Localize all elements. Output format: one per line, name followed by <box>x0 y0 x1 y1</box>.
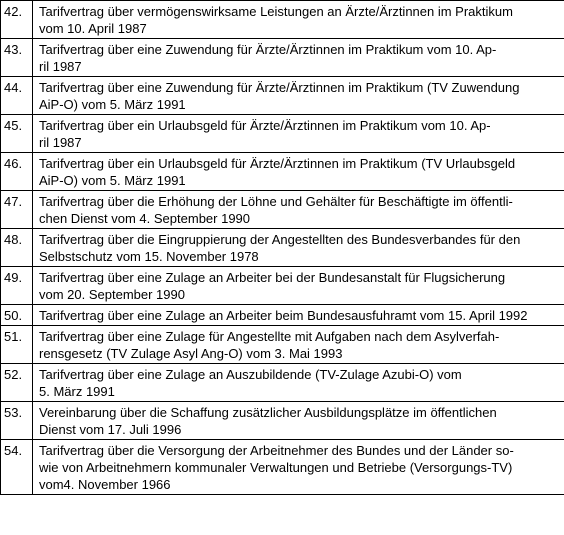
table-row <box>1 402 564 440</box>
agreement-title-line: ril 1987 <box>39 59 82 74</box>
agreement-title <box>33 326 564 364</box>
agreement-title-line: Tarifvertrag über eine Zulage an Auszubildende (TV-Zulage Azubi-O) vom <box>39 367 462 382</box>
row-number: 46. <box>1 153 33 191</box>
agreement-title-line: rensgesetz (TV Zulage Asyl Ang-O) vom 3. Mai 1993 <box>39 346 343 361</box>
agreement-title <box>33 305 564 326</box>
row-number: 49. <box>1 267 33 305</box>
table-row <box>1 229 564 267</box>
table-row <box>1 115 564 153</box>
agreement-title <box>33 402 564 440</box>
row-number: 48. <box>1 229 33 267</box>
agreement-title-line: Tarifvertrag über eine Zulage für Angestellte mit Aufgaben nach dem Asylverfah- <box>39 329 500 344</box>
agreement-title-line: 5. März 1991 <box>39 384 115 399</box>
agreement-title <box>33 440 564 495</box>
agreement-title-line: Vereinbarung über die Schaffung zusätzlicher Ausbildungsplätze im öffentlichen <box>39 405 497 420</box>
row-number: 54. <box>1 440 33 495</box>
agreement-title-line: AiP-O) vom 5. März 1991 <box>39 173 186 188</box>
table-row <box>1 39 564 77</box>
row-number: 51. <box>1 326 33 364</box>
row-number: 47. <box>1 191 33 229</box>
agreement-title-line: AiP-O) vom 5. März 1991 <box>39 97 186 112</box>
agreement-title <box>33 153 564 191</box>
agreement-title-line: Tarifvertrag über vermögenswirksame Leistungen an Ärzte/Ärztinnen im Praktikum <box>39 4 513 19</box>
agreement-title-line: Tarifvertrag über die Eingruppierung der Angestellten des Bundesverbandes für den <box>39 232 521 247</box>
row-number: 44. <box>1 77 33 115</box>
row-number: 50. <box>1 305 33 326</box>
table-row <box>1 305 564 326</box>
agreement-title <box>33 115 564 153</box>
row-number: 45. <box>1 115 33 153</box>
agreement-title-line: Tarifvertrag über eine Zulage an Arbeiter bei der Bundesanstalt für Flugsicherung <box>39 270 506 285</box>
table-row <box>1 153 564 191</box>
agreement-title-line: Dienst vom 17. Juli 1996 <box>39 422 182 437</box>
row-number: 52. <box>1 364 33 402</box>
row-number: 42. <box>1 1 33 39</box>
agreement-title <box>33 1 564 39</box>
row-number: 43. <box>1 39 33 77</box>
agreement-title-line: Tarifvertrag über die Versorgung der Arbeitnehmer des Bundes und der Länder so- <box>39 443 514 458</box>
table-row <box>1 267 564 305</box>
agreement-title <box>33 364 564 402</box>
agreement-title-line: ril 1987 <box>39 135 82 150</box>
table-row <box>1 326 564 364</box>
agreement-title-line: Selbstschutz vom 15. November 1978 <box>39 249 259 264</box>
table-row <box>1 191 564 229</box>
table-row <box>1 364 564 402</box>
agreement-title-line: Tarifvertrag über eine Zulage an Arbeiter beim Bundesausfuhramt vom 15. April 1992 <box>39 308 528 323</box>
agreement-title-line: Tarifvertrag über eine Zuwendung für Ärzte/Ärztinnen im Praktikum (TV Zuwendung <box>39 80 520 95</box>
agreement-title-line: chen Dienst vom 4. September 1990 <box>39 211 251 226</box>
table-row <box>1 440 564 495</box>
table-row <box>1 77 564 115</box>
agreement-title <box>33 77 564 115</box>
table-row <box>1 1 564 39</box>
agreement-title-line: vom4. November 1966 <box>39 477 171 492</box>
agreement-title-line: Tarifvertrag über ein Urlaubsgeld für Ärzte/Ärztinnen im Praktikum (TV Urlaubsgeld <box>39 156 516 171</box>
agreement-title-line: Tarifvertrag über eine Zuwendung für Ärzte/Ärztinnen im Praktikum vom 10. Ap- <box>39 42 497 57</box>
agreements-table-body <box>1 1 564 495</box>
agreement-title-line: vom 10. April 1987 <box>39 21 147 36</box>
agreement-title-line: vom 20. September 1990 <box>39 287 185 302</box>
row-number: 53. <box>1 402 33 440</box>
agreement-title-line: wie von Arbeitnehmern kommunaler Verwaltungen und Betriebe (Versorgungs-TV) <box>39 460 513 475</box>
agreement-title <box>33 229 564 267</box>
agreement-title <box>33 267 564 305</box>
agreement-title <box>33 191 564 229</box>
agreement-title <box>33 39 564 77</box>
agreement-title-line: Tarifvertrag über die Erhöhung der Löhne und Gehälter für Beschäftigte im öffentli- <box>39 194 513 209</box>
agreement-title-line: Tarifvertrag über ein Urlaubsgeld für Ärzte/Ärztinnen im Praktikum vom 10. Ap- <box>39 118 491 133</box>
